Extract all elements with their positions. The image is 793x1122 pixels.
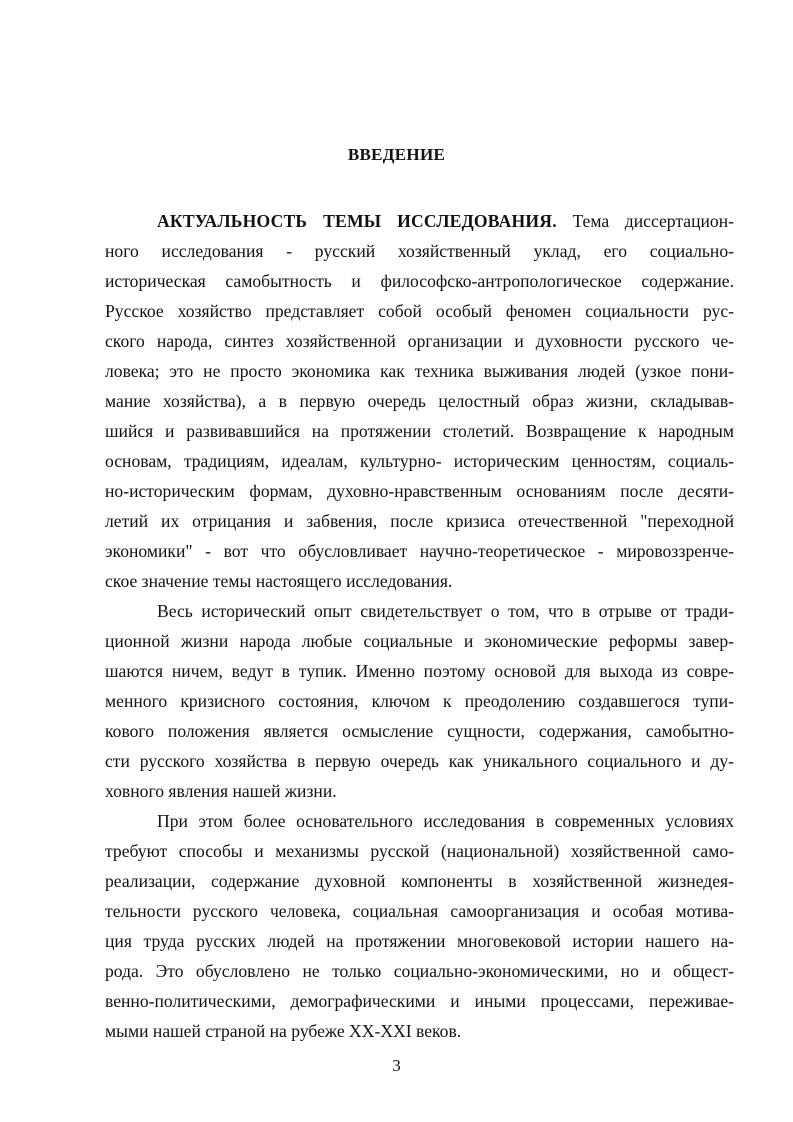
paragraph-3-line-4: тельности русского человека, социальная самоорганизация и особая мотива-: [105, 901, 734, 921]
paragraph-1-line-1: [105, 211, 734, 231]
paragraph-1-line-9: основам, традициям, идеалам, культурно- историческим ценностям, социаль-: [105, 451, 734, 471]
paragraph-3-line-2: требуют способы и механизмы русской (национальной) хозяйственной само-: [105, 841, 734, 861]
paragraph-2-line-5: кового положения является осмысление сущности, содержания, самобытно-: [105, 721, 734, 741]
paragraph-lead: АКТУАЛЬНОСТЬ ТЕМЫ ИССЛЕДОВАНИЯ.: [157, 211, 557, 231]
paragraph-3-line-5: ция труда русских людей на протяжении многовековой истории нашего на-: [105, 931, 734, 951]
page-number: 3: [392, 1056, 401, 1075]
paragraph-1-line-12: экономики" - вот что обусловливает научно-теоретическое - мировоззренче-: [105, 541, 734, 561]
text-line: Тема диссертацион-: [556, 211, 734, 231]
paragraph-1-line-2: ного исследования - русский хозяйственный уклад, его социально-: [105, 241, 734, 261]
paragraph-3-line-7: венно-политическими, демографическими и иными процессами, переживае-: [105, 991, 734, 1011]
paragraph-2-line-3: шаются ничем, ведут в тупик. Именно поэтому основой для выхода из совре-: [105, 661, 734, 681]
paragraph-1-line-3: историческая самобытность и философско-антропологическое содержание.: [105, 271, 734, 291]
paragraph-1-line-10: но-историческим формам, духовно-нравственным основаниям после десяти-: [105, 481, 734, 501]
paragraph-1-line-4: Русское хозяйство представляет собой особый феномен социальности рус-: [105, 301, 734, 321]
paragraph-1-line-7: мание хозяйства), а в первую очередь целостный образ жизни, складывав-: [105, 391, 734, 411]
paragraph-2-line-4: менного кризисного состояния, ключом к преодолению создавшегося тупи-: [105, 691, 734, 711]
paragraph-3-line-6: рода. Это обусловлено не только социально-экономическими, но и общест-: [105, 961, 734, 981]
paragraph-1-line-13: ское значение темы настоящего исследования.: [105, 571, 453, 591]
paragraph-1-line-6: ловека; это не просто экономика как техника выживания людей (узкое пони-: [105, 361, 734, 381]
paragraph-3-line-8: мыми нашей страной на рубеже XX-XXI веков.: [105, 1021, 462, 1041]
paragraph-1-line-8: шийся и развивавшийся на протяжении столетий. Возвращение к народным: [105, 421, 734, 441]
paragraph-2-line-7: ховного явления нашей жизни.: [105, 781, 337, 801]
paragraph-2-line-1: Весь исторический опыт свидетельствует о том, что в отрыве от тради-: [157, 601, 734, 621]
paragraph-3-line-3: реализации, содержание духовной компоненты в хозяйственной жизнедея-: [105, 871, 734, 891]
paragraph-2-line-2: ционной жизни народа любые социальные и экономические реформы завер-: [105, 631, 734, 651]
paragraph-3-line-1: При этом более основательного исследования в современных условиях: [157, 811, 734, 831]
paragraph-1-line-11: летий их отрицания и забвения, после кризиса отечественной "переходной: [105, 511, 734, 531]
paragraph-2-line-6: сти русского хозяйства в первую очередь как уникального социального и ду-: [105, 751, 734, 771]
section-heading: ВВЕДЕНИЕ: [347, 145, 446, 164]
paragraph-1-line-5: ского народа, синтез хозяйственной организации и духовности русского че-: [105, 331, 734, 351]
